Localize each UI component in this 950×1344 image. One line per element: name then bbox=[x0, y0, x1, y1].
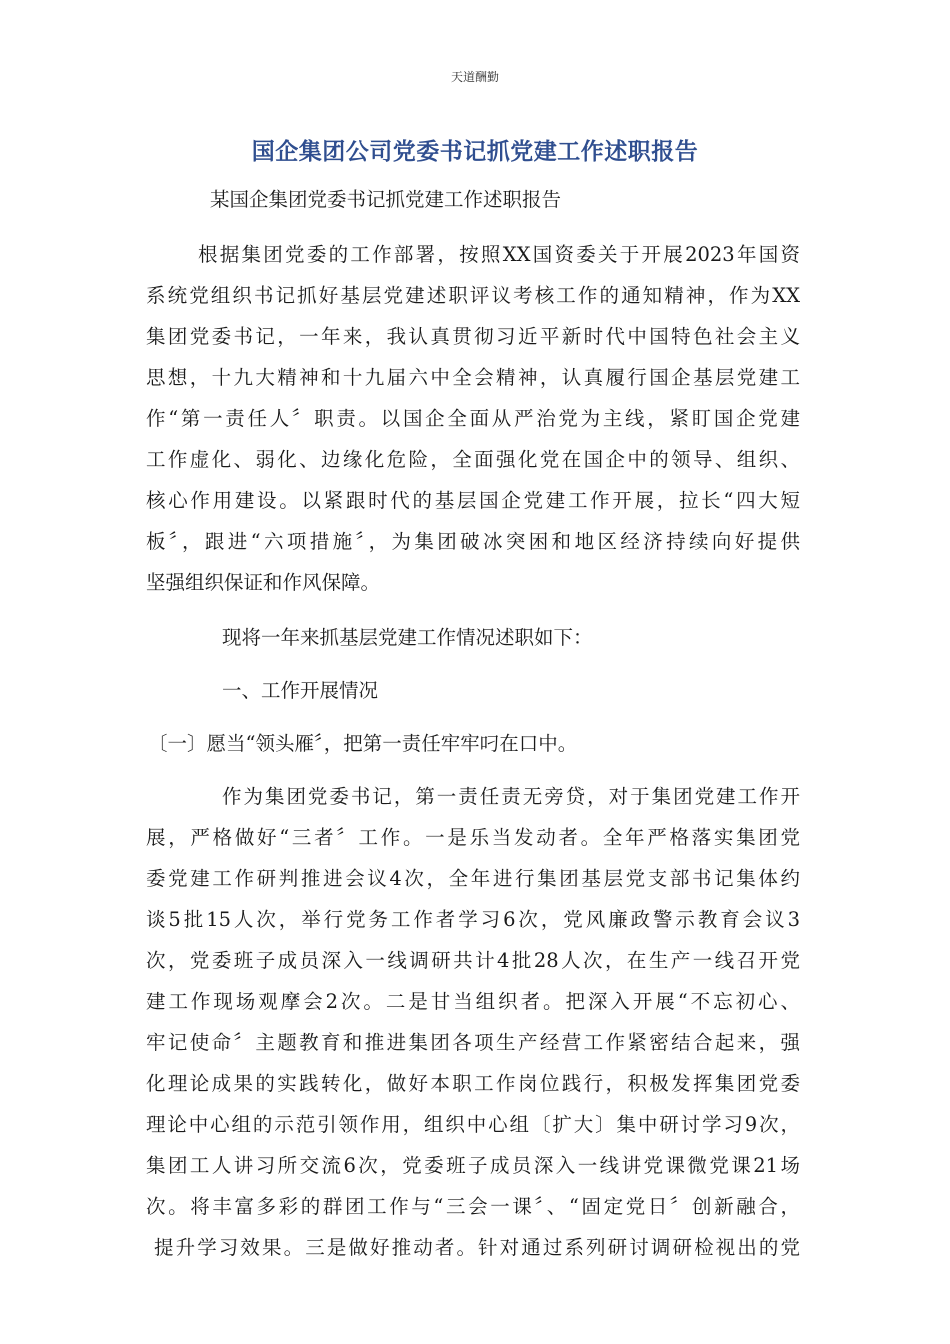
paragraph-line: 集团工人讲习所交流6次，党委班子成员深入一线讲党课微党课21场 bbox=[146, 1154, 800, 1177]
paragraph-line: 系统党组织书记抓好基层党建述职评议考核工作的通知精神，作为XX bbox=[146, 284, 800, 307]
document-title: 国企集团公司党委书记抓党建工作述职报告 bbox=[251, 139, 699, 165]
section-heading: 一、工作开展情况 bbox=[222, 679, 379, 702]
paragraph-line: 思想，十九大精神和十九届六中全会精神，认真履行国企基层党建工 bbox=[146, 366, 800, 389]
page-header: 天道酬勤 bbox=[450, 70, 499, 84]
subsection-heading: 〔一〕愿当“领头雁〞，把第一责任牢牢叼在口中。 bbox=[148, 732, 578, 755]
paragraph-line: 委党建工作研判推进会议4次，全年进行集团基层党支部书记集体约 bbox=[146, 867, 800, 890]
paragraph-line: 作为集团党委书记，第一责任责无旁贷，对于集团党建工作开 bbox=[222, 785, 800, 808]
paragraph-line: 化理论成果的实践转化，做好本职工作岗位践行，积极发挥集团党委 bbox=[146, 1072, 800, 1095]
paragraph-line: 牢记使命〞主题教育和推进集团各项生产经营工作紧密结合起来，强 bbox=[146, 1031, 800, 1054]
document-subtitle: 某国企集团党委书记抓党建工作述职报告 bbox=[210, 188, 562, 211]
paragraph-line: 提升学习效果。三是做好推动者。针对通过系列研讨调研检视出的党 bbox=[154, 1236, 800, 1259]
paragraph-line: 次。将丰富多彩的群团工作与“三会一课〞、“固定党日〞创新融合， bbox=[146, 1195, 800, 1218]
paragraph-line: 根据集团党委的工作部署，按照XX国资委关于开展2023年国资 bbox=[198, 243, 800, 266]
paragraph-line: 次，党委班子成员深入一线调研共计4批28人次，在生产一线召开党 bbox=[146, 949, 800, 972]
paragraph-line: 工作虚化、弱化、边缘化危险，全面强化党在国企中的领导、组织、 bbox=[146, 448, 800, 471]
paragraph-line: 理论中心组的示范引领作用，组织中心组〔扩大〕集中研讨学习9次， bbox=[146, 1113, 800, 1136]
paragraph-line: 建工作现场观摩会2次。二是甘当组织者。把深入开展“不忘初心、 bbox=[146, 990, 800, 1013]
paragraph-line: 谈5批15人次，举行党务工作者学习6次，党风廉政警示教育会议3 bbox=[146, 908, 800, 931]
paragraph-line: 展，严格做好“三者〞工作。一是乐当发动者。全年严格落实集团党 bbox=[146, 826, 800, 849]
paragraph-line: 坚强组织保证和作风保障。 bbox=[146, 571, 381, 594]
paragraph-line: 作“第一责任人〞职责。以国企全面从严治党为主线，紧盯国企党建 bbox=[146, 407, 800, 430]
paragraph-line: 板〞，跟进“六项措施〞，为集团破冰突困和地区经济持续向好提供 bbox=[146, 530, 800, 553]
paragraph-line: 核心作用建设。以紧跟时代的基层国企党建工作开展，拉长“四大短 bbox=[146, 489, 800, 512]
paragraph-line: 集团党委书记，一年来，我认真贯彻习近平新时代中国特色社会主义 bbox=[146, 325, 800, 348]
intro-line: 现将一年来抓基层党建工作情况述职如下： bbox=[222, 626, 593, 649]
